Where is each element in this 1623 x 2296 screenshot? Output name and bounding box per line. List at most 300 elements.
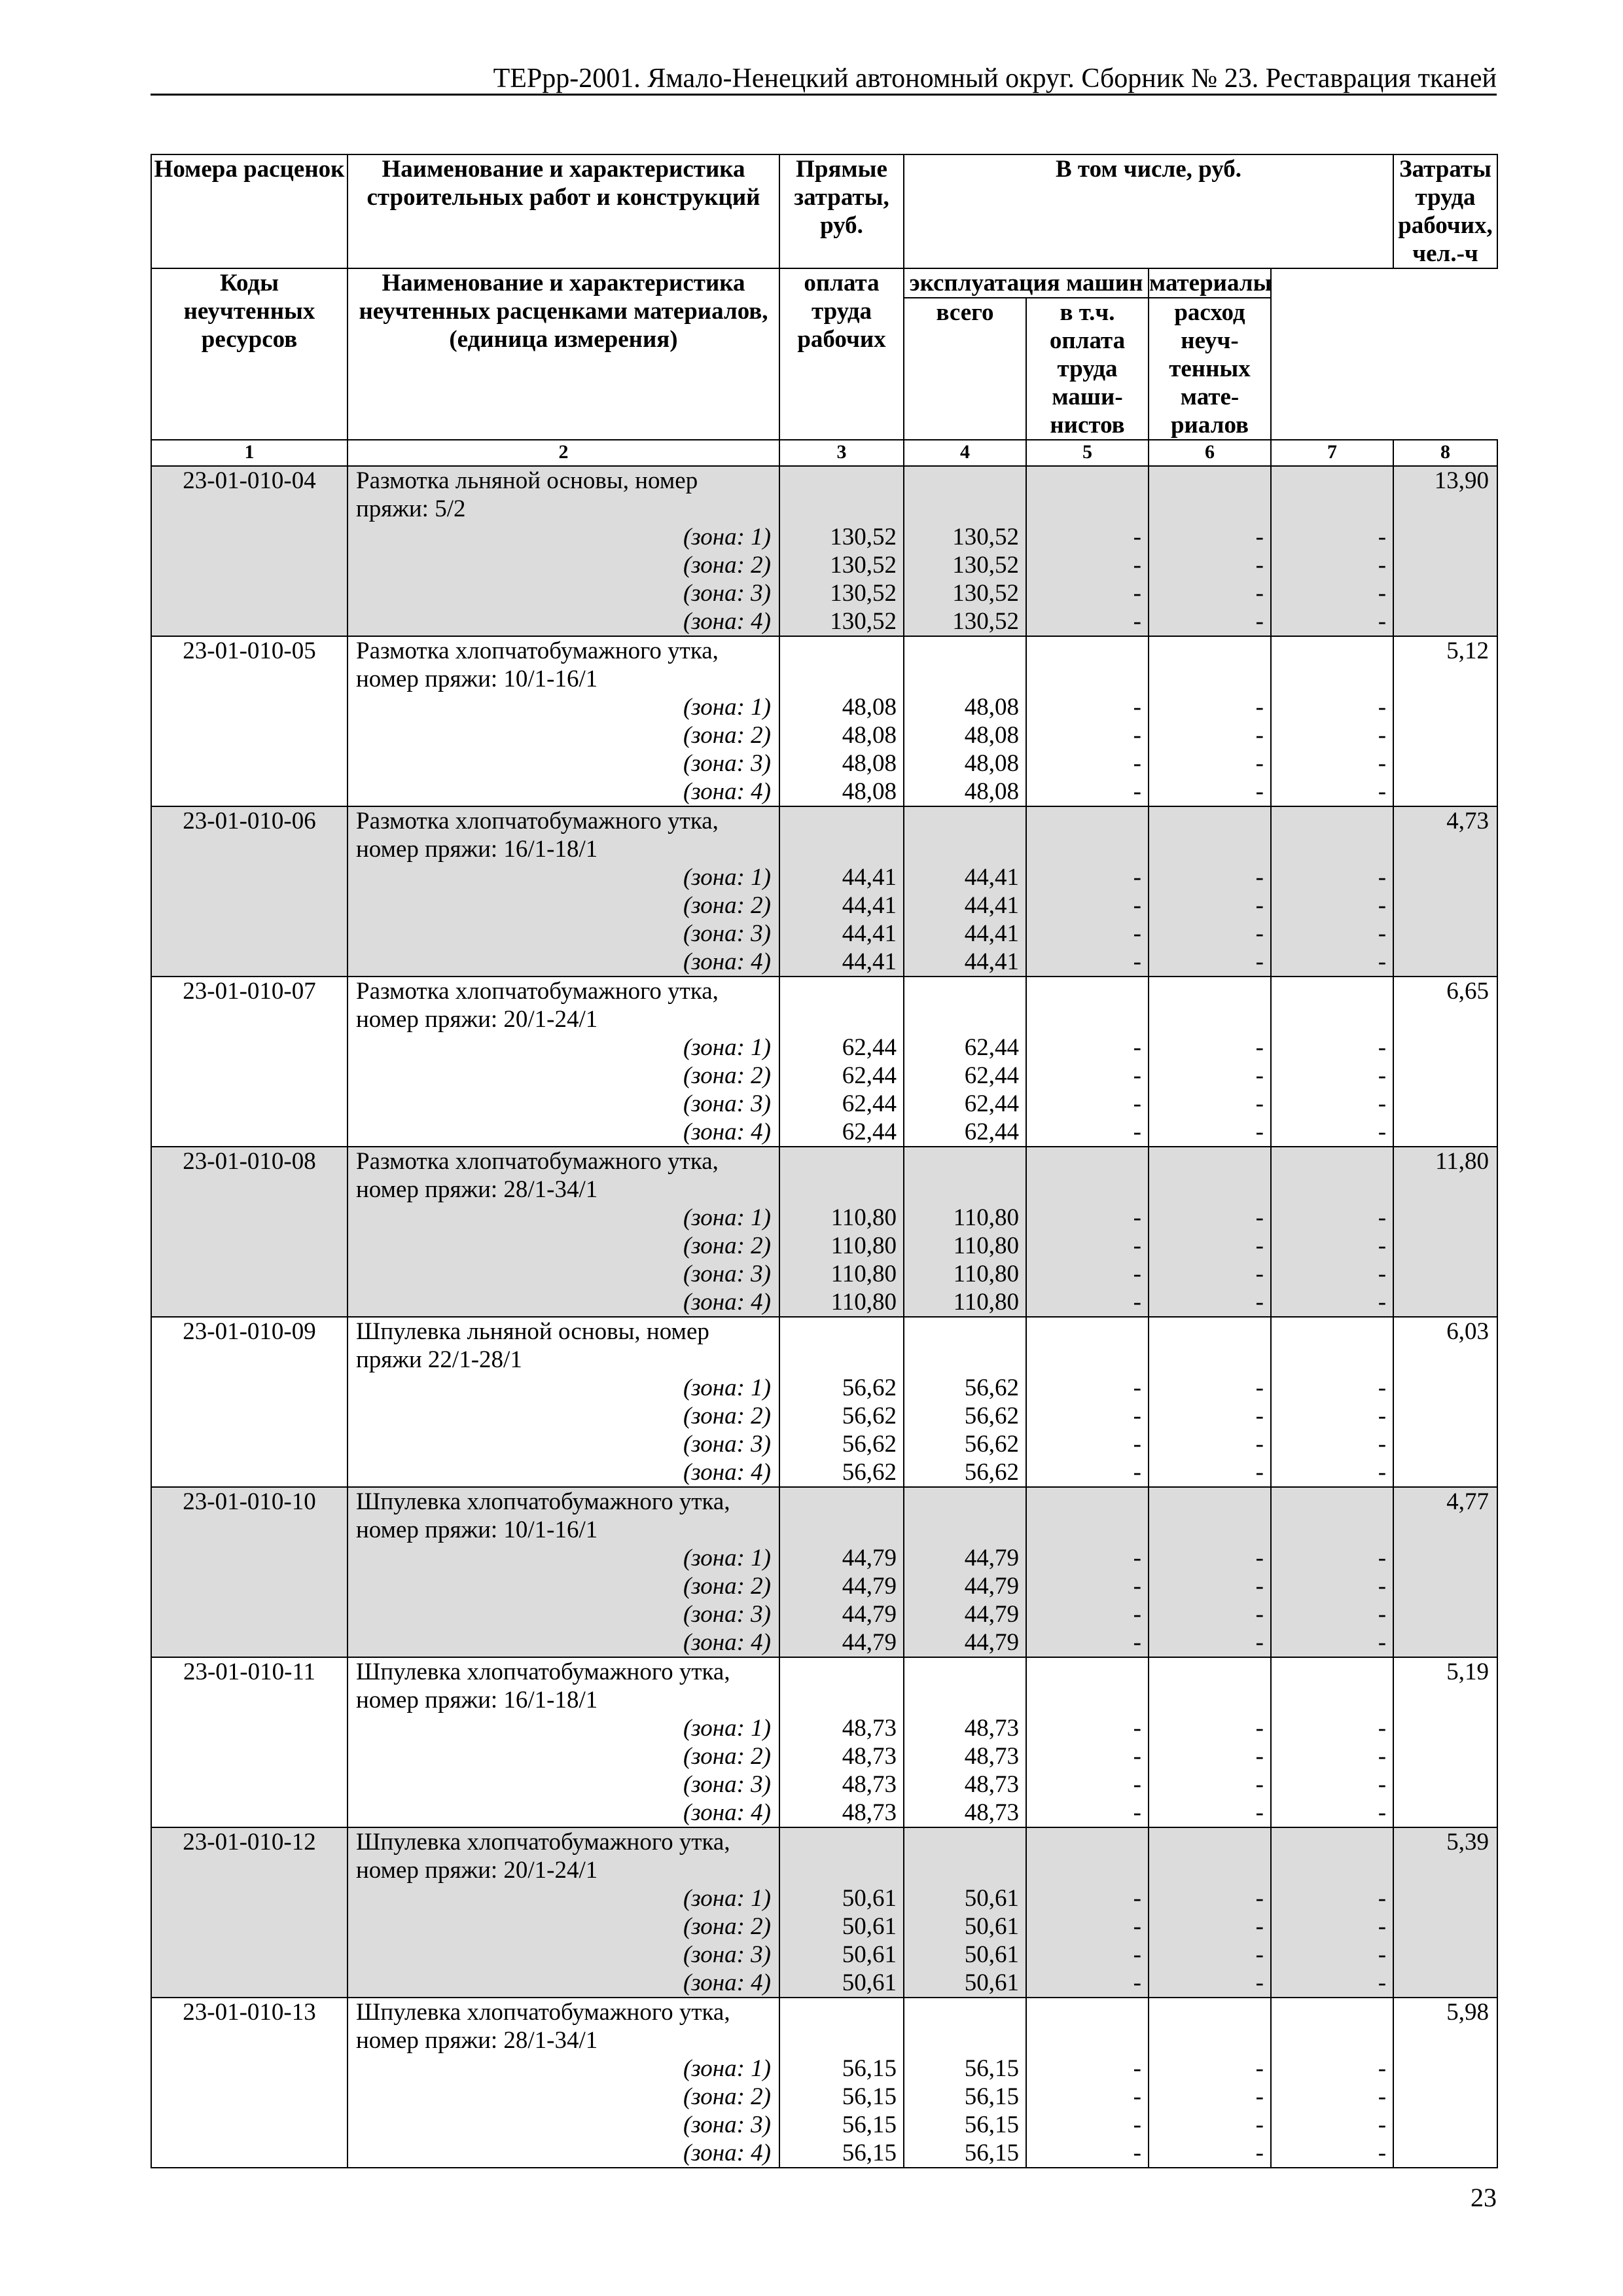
labor-costs: 4,73	[1393, 806, 1497, 835]
header-materials-usage: расход неуч-тенных мате-риалов	[1149, 298, 1271, 440]
empty-cell	[1393, 1714, 1497, 1742]
wages: 56,62	[904, 1402, 1026, 1430]
zone-row	[151, 693, 1497, 721]
empty-cell	[1149, 1175, 1271, 1204]
header-rule	[151, 94, 1497, 96]
empty-cell	[1271, 977, 1393, 1005]
empty-cell	[151, 1374, 348, 1402]
zone-row	[151, 2139, 1497, 2168]
empty-cell	[904, 806, 1026, 835]
zone-label: (зона: 2)	[348, 551, 779, 579]
zone-row	[151, 1062, 1497, 1090]
empty-cell	[1149, 466, 1271, 495]
empty-cell	[151, 920, 348, 948]
materials-usage: -	[1271, 1544, 1393, 1572]
table-row	[151, 1147, 1497, 1175]
zone-label: (зона: 4)	[348, 1288, 779, 1317]
direct-costs: 44,41	[779, 948, 904, 977]
empty-cell	[151, 1912, 348, 1941]
empty-cell	[779, 1516, 904, 1544]
empty-cell	[1393, 948, 1497, 977]
empty-cell	[1149, 1827, 1271, 1856]
table-row	[151, 2026, 1497, 2054]
table-row	[151, 1346, 1497, 1374]
column-number: 7	[1271, 440, 1393, 466]
rate-code: 23-01-010-05	[151, 636, 348, 665]
machinist-wages: -	[1149, 1458, 1271, 1487]
machines-total: -	[1026, 948, 1149, 977]
table-row	[151, 1856, 1497, 1884]
labor-costs: 5,98	[1393, 1998, 1497, 2026]
empty-cell	[151, 693, 348, 721]
empty-cell	[1393, 1941, 1497, 1969]
rate-name-line: Размотка хлопчатобумажного утка,	[348, 636, 779, 665]
rate-name-line: номер пряжи: 10/1-16/1	[348, 1516, 779, 1544]
zone-label: (зона: 3)	[348, 1941, 779, 1969]
zone-label: (зона: 4)	[348, 948, 779, 977]
column-number: 6	[1149, 440, 1271, 466]
empty-cell	[151, 607, 348, 636]
wages: 44,79	[904, 1544, 1026, 1572]
wages: 62,44	[904, 1062, 1026, 1090]
empty-cell	[904, 495, 1026, 523]
empty-cell	[779, 1856, 904, 1884]
empty-cell	[904, 1827, 1026, 1856]
empty-cell	[904, 2026, 1026, 2054]
empty-cell	[151, 1402, 348, 1430]
zone-row	[151, 1770, 1497, 1799]
wages: 62,44	[904, 1118, 1026, 1147]
empty-cell	[1026, 1686, 1149, 1714]
rate-name-line: Размотка хлопчатобумажного утка,	[348, 977, 779, 1005]
empty-cell	[1393, 1912, 1497, 1941]
wages: 62,44	[904, 1090, 1026, 1118]
empty-cell	[779, 636, 904, 665]
empty-cell	[151, 835, 348, 863]
machinist-wages: -	[1149, 1204, 1271, 1232]
empty-cell	[1149, 1487, 1271, 1516]
empty-cell	[151, 523, 348, 551]
machines-total: -	[1026, 1204, 1149, 1232]
labor-costs: 13,90	[1393, 466, 1497, 495]
machines-total: -	[1026, 1799, 1149, 1827]
machinist-wages: -	[1149, 2083, 1271, 2111]
wages: 44,79	[904, 1600, 1026, 1628]
empty-cell	[1393, 1232, 1497, 1260]
empty-cell	[1271, 1856, 1393, 1884]
direct-costs: 48,08	[779, 778, 904, 806]
machines-total: -	[1026, 579, 1149, 607]
rate-name-line: номер пряжи: 20/1-24/1	[348, 1005, 779, 1033]
zone-row	[151, 1402, 1497, 1430]
empty-cell	[151, 721, 348, 749]
wages: 48,08	[904, 749, 1026, 778]
direct-costs: 50,61	[779, 1969, 904, 1998]
wages: 110,80	[904, 1204, 1026, 1232]
zone-label: (зона: 1)	[348, 1374, 779, 1402]
empty-cell	[151, 1969, 348, 1998]
empty-cell	[1149, 636, 1271, 665]
rate-name-line: Шпулевка хлопчатобумажного утка,	[348, 1998, 779, 2026]
materials-usage: -	[1271, 1770, 1393, 1799]
zone-label: (зона: 2)	[348, 891, 779, 920]
empty-cell	[904, 1487, 1026, 1516]
rate-name-line: номер пряжи: 10/1-16/1	[348, 665, 779, 693]
wages: 48,73	[904, 1770, 1026, 1799]
rate-name-line: Размотка льняной основы, номер	[348, 466, 779, 495]
zone-row	[151, 1090, 1497, 1118]
materials-usage: -	[1271, 1742, 1393, 1770]
machinist-wages: -	[1149, 1714, 1271, 1742]
zone-label: (зона: 3)	[348, 749, 779, 778]
machinist-wages: -	[1149, 1544, 1271, 1572]
table-body	[151, 466, 1497, 2168]
header-work-name: Наименование и характеристика строительных работ и конструкций	[348, 154, 779, 268]
column-numbers-row	[151, 440, 1497, 466]
materials-usage: -	[1271, 1090, 1393, 1118]
table-row	[151, 1827, 1497, 1856]
empty-cell	[779, 495, 904, 523]
rate-name-line: Шпулевка хлопчатобумажного утка,	[348, 1487, 779, 1516]
wages: 56,15	[904, 2139, 1026, 2168]
machinist-wages: -	[1149, 1033, 1271, 1062]
machinist-wages: -	[1149, 1430, 1271, 1458]
zone-row	[151, 579, 1497, 607]
direct-costs: 44,79	[779, 1600, 904, 1628]
zone-row	[151, 551, 1497, 579]
empty-cell	[1026, 665, 1149, 693]
wages: 48,08	[904, 693, 1026, 721]
empty-cell	[1271, 835, 1393, 863]
empty-cell	[904, 1516, 1026, 1544]
zone-row	[151, 1941, 1497, 1969]
materials-usage: -	[1271, 1884, 1393, 1912]
machinist-wages: -	[1149, 1572, 1271, 1600]
empty-cell	[151, 2111, 348, 2139]
machines-total: -	[1026, 1090, 1149, 1118]
labor-costs: 6,65	[1393, 977, 1497, 1005]
empty-cell	[1393, 1600, 1497, 1628]
machines-total: -	[1026, 1628, 1149, 1657]
zone-label: (зона: 4)	[348, 778, 779, 806]
machines-total: -	[1026, 1458, 1149, 1487]
materials-usage: -	[1271, 579, 1393, 607]
machinist-wages: -	[1149, 1232, 1271, 1260]
zone-label: (зона: 3)	[348, 2111, 779, 2139]
zone-row	[151, 1374, 1497, 1402]
zone-label: (зона: 2)	[348, 2083, 779, 2111]
machines-total: -	[1026, 523, 1149, 551]
materials-usage: -	[1271, 1374, 1393, 1402]
empty-cell	[1026, 1147, 1149, 1175]
empty-cell	[151, 1600, 348, 1628]
empty-cell	[779, 835, 904, 863]
empty-cell	[779, 1998, 904, 2026]
materials-usage: -	[1271, 2139, 1393, 2168]
header-labor-costs: Затраты труда рабочих, чел.-ч	[1393, 154, 1497, 268]
empty-cell	[1026, 1346, 1149, 1374]
materials-usage: -	[1271, 1062, 1393, 1090]
empty-cell	[1393, 1799, 1497, 1827]
zone-label: (зона: 1)	[348, 1714, 779, 1742]
empty-cell	[1393, 1374, 1497, 1402]
header-rate-numbers: Номера расценок	[151, 154, 348, 268]
empty-cell	[1026, 806, 1149, 835]
direct-costs: 56,15	[779, 2111, 904, 2139]
empty-cell	[1393, 721, 1497, 749]
empty-cell	[1393, 1288, 1497, 1317]
zone-label: (зона: 4)	[348, 607, 779, 636]
zone-row	[151, 1714, 1497, 1742]
rate-code: 23-01-010-12	[151, 1827, 348, 1856]
empty-cell	[151, 1628, 348, 1657]
zone-label: (зона: 2)	[348, 1232, 779, 1260]
empty-cell	[151, 891, 348, 920]
machinist-wages: -	[1149, 1912, 1271, 1941]
machinist-wages: -	[1149, 1260, 1271, 1288]
machines-total: -	[1026, 607, 1149, 636]
zone-row	[151, 1628, 1497, 1657]
empty-cell	[779, 977, 904, 1005]
machinist-wages: -	[1149, 523, 1271, 551]
direct-costs: 44,41	[779, 891, 904, 920]
zone-label: (зона: 2)	[348, 1402, 779, 1430]
empty-cell	[1271, 1005, 1393, 1033]
materials-usage: -	[1271, 1430, 1393, 1458]
empty-cell	[1271, 1175, 1393, 1204]
machinist-wages: -	[1149, 749, 1271, 778]
wages: 56,62	[904, 1458, 1026, 1487]
table-row	[151, 1175, 1497, 1204]
table-row	[151, 636, 1497, 665]
direct-costs: 110,80	[779, 1288, 904, 1317]
zone-row	[151, 920, 1497, 948]
machines-total: -	[1026, 1572, 1149, 1600]
empty-cell	[151, 2139, 348, 2168]
column-number: 5	[1026, 440, 1149, 466]
direct-costs: 48,08	[779, 721, 904, 749]
materials-usage: -	[1271, 1799, 1393, 1827]
empty-cell	[904, 1147, 1026, 1175]
empty-cell	[1393, 1204, 1497, 1232]
machines-total: -	[1026, 1742, 1149, 1770]
empty-cell	[904, 1686, 1026, 1714]
empty-cell	[779, 466, 904, 495]
wages: 56,62	[904, 1430, 1026, 1458]
zone-row	[151, 1544, 1497, 1572]
empty-cell	[1026, 977, 1149, 1005]
empty-cell	[1026, 1005, 1149, 1033]
direct-costs: 130,52	[779, 523, 904, 551]
machines-total: -	[1026, 2139, 1149, 2168]
wages: 130,52	[904, 551, 1026, 579]
empty-cell	[1393, 1572, 1497, 1600]
wages: 56,15	[904, 2083, 1026, 2111]
rate-name-line: Шпулевка льняной основы, номер	[348, 1317, 779, 1346]
machinist-wages: -	[1149, 1799, 1271, 1827]
zone-label: (зона: 2)	[348, 1572, 779, 1600]
zone-label: (зона: 4)	[348, 1628, 779, 1657]
empty-cell	[1393, 1430, 1497, 1458]
empty-cell	[779, 806, 904, 835]
empty-cell	[1149, 1317, 1271, 1346]
zone-row	[151, 2054, 1497, 2083]
table-row	[151, 977, 1497, 1005]
header-wages: оплата труда рабочих	[779, 268, 904, 440]
empty-cell	[151, 1799, 348, 1827]
wages: 44,79	[904, 1628, 1026, 1657]
zone-label: (зона: 3)	[348, 1600, 779, 1628]
header-including: В том числе, руб.	[904, 154, 1393, 268]
empty-cell	[1026, 1827, 1149, 1856]
empty-cell	[1026, 1856, 1149, 1884]
empty-cell	[1393, 551, 1497, 579]
machinist-wages: -	[1149, 1600, 1271, 1628]
empty-cell	[1393, 778, 1497, 806]
rate-code: 23-01-010-11	[151, 1657, 348, 1686]
direct-costs: 56,62	[779, 1402, 904, 1430]
rate-name-line: Размотка хлопчатобумажного утка,	[348, 1147, 779, 1175]
empty-cell	[779, 665, 904, 693]
rate-name-line: номер пряжи: 20/1-24/1	[348, 1856, 779, 1884]
rate-name-line: номер пряжи: 28/1-34/1	[348, 2026, 779, 2054]
empty-cell	[1026, 1487, 1149, 1516]
zone-row	[151, 749, 1497, 778]
direct-costs: 62,44	[779, 1033, 904, 1062]
direct-costs: 48,73	[779, 1770, 904, 1799]
wages: 50,61	[904, 1884, 1026, 1912]
empty-cell	[1393, 749, 1497, 778]
table-head	[151, 154, 1497, 466]
zone-row	[151, 2083, 1497, 2111]
materials-usage: -	[1271, 1288, 1393, 1317]
materials-usage: -	[1271, 1118, 1393, 1147]
rate-code: 23-01-010-09	[151, 1317, 348, 1346]
empty-cell	[1271, 466, 1393, 495]
machines-total: -	[1026, 1770, 1149, 1799]
zone-label: (зона: 3)	[348, 579, 779, 607]
machines-total: -	[1026, 1232, 1149, 1260]
zone-row	[151, 1742, 1497, 1770]
materials-usage: -	[1271, 1941, 1393, 1969]
machines-total: -	[1026, 2054, 1149, 2083]
wages: 56,15	[904, 2111, 1026, 2139]
rate-code: 23-01-010-04	[151, 466, 348, 495]
empty-cell	[1149, 665, 1271, 693]
empty-cell	[904, 1317, 1026, 1346]
table-row	[151, 1317, 1497, 1346]
empty-cell	[1271, 1686, 1393, 1714]
zone-label: (зона: 1)	[348, 1033, 779, 1062]
zone-label: (зона: 4)	[348, 1799, 779, 1827]
empty-cell	[1393, 2026, 1497, 2054]
empty-cell	[1026, 495, 1149, 523]
direct-costs: 48,08	[779, 693, 904, 721]
header-materials: материалы	[1149, 270, 1272, 296]
machines-total: -	[1026, 1884, 1149, 1912]
table-row	[151, 466, 1497, 495]
empty-cell	[151, 1941, 348, 1969]
rate-name-line: номер пряжи: 28/1-34/1	[348, 1175, 779, 1204]
empty-cell	[1393, 665, 1497, 693]
empty-cell	[1271, 1346, 1393, 1374]
direct-costs: 62,44	[779, 1062, 904, 1090]
zone-row	[151, 1912, 1497, 1941]
machinist-wages: -	[1149, 1770, 1271, 1799]
materials-usage: -	[1271, 863, 1393, 891]
empty-cell	[1271, 806, 1393, 835]
wages: 50,61	[904, 1969, 1026, 1998]
materials-usage: -	[1271, 2111, 1393, 2139]
empty-cell	[1393, 1770, 1497, 1799]
machines-total: -	[1026, 891, 1149, 920]
materials-usage: -	[1271, 1232, 1393, 1260]
empty-cell	[151, 1458, 348, 1487]
wages: 110,80	[904, 1260, 1026, 1288]
empty-cell	[1393, 1884, 1497, 1912]
direct-costs: 44,79	[779, 1572, 904, 1600]
zone-row	[151, 607, 1497, 636]
zone-label: (зона: 2)	[348, 721, 779, 749]
machines-total: -	[1026, 1912, 1149, 1941]
direct-costs: 50,61	[779, 1941, 904, 1969]
empty-cell	[1393, 2111, 1497, 2139]
empty-cell	[1393, 579, 1497, 607]
header-machines: эксплуатация машин	[904, 268, 1149, 298]
empty-cell	[1393, 2054, 1497, 2083]
zone-row	[151, 778, 1497, 806]
empty-cell	[1393, 920, 1497, 948]
empty-cell	[151, 1856, 348, 1884]
wages: 56,62	[904, 1374, 1026, 1402]
table-row	[151, 1487, 1497, 1516]
machinist-wages: -	[1149, 1742, 1271, 1770]
materials-usage: -	[1271, 2083, 1393, 2111]
machines-total: -	[1026, 1118, 1149, 1147]
empty-cell	[1393, 835, 1497, 863]
empty-cell	[1271, 1317, 1393, 1346]
rate-code: 23-01-010-06	[151, 806, 348, 835]
wages: 48,73	[904, 1714, 1026, 1742]
zone-label: (зона: 4)	[348, 1969, 779, 1998]
empty-cell	[151, 1742, 348, 1770]
table-row	[151, 806, 1497, 835]
wages: 130,52	[904, 579, 1026, 607]
empty-cell	[1393, 1969, 1497, 1998]
empty-cell	[151, 1884, 348, 1912]
empty-cell	[904, 1175, 1026, 1204]
machines-total: -	[1026, 749, 1149, 778]
direct-costs: 56,15	[779, 2139, 904, 2168]
empty-cell	[1393, 1118, 1497, 1147]
table-row	[151, 665, 1497, 693]
machines-total: -	[1026, 1062, 1149, 1090]
empty-cell	[1271, 1827, 1393, 1856]
zone-label: (зона: 2)	[348, 1062, 779, 1090]
empty-cell	[1026, 1998, 1149, 2026]
empty-cell	[904, 835, 1026, 863]
rate-name-line: номер пряжи: 16/1-18/1	[348, 835, 779, 863]
zone-row	[151, 1204, 1497, 1232]
direct-costs: 62,44	[779, 1118, 904, 1147]
empty-cell	[151, 1572, 348, 1600]
machines-total: -	[1026, 863, 1149, 891]
empty-cell	[151, 1430, 348, 1458]
machinist-wages: -	[1149, 1884, 1271, 1912]
empty-cell	[1149, 1686, 1271, 1714]
empty-cell	[1393, 1686, 1497, 1714]
empty-cell	[1026, 2026, 1149, 2054]
